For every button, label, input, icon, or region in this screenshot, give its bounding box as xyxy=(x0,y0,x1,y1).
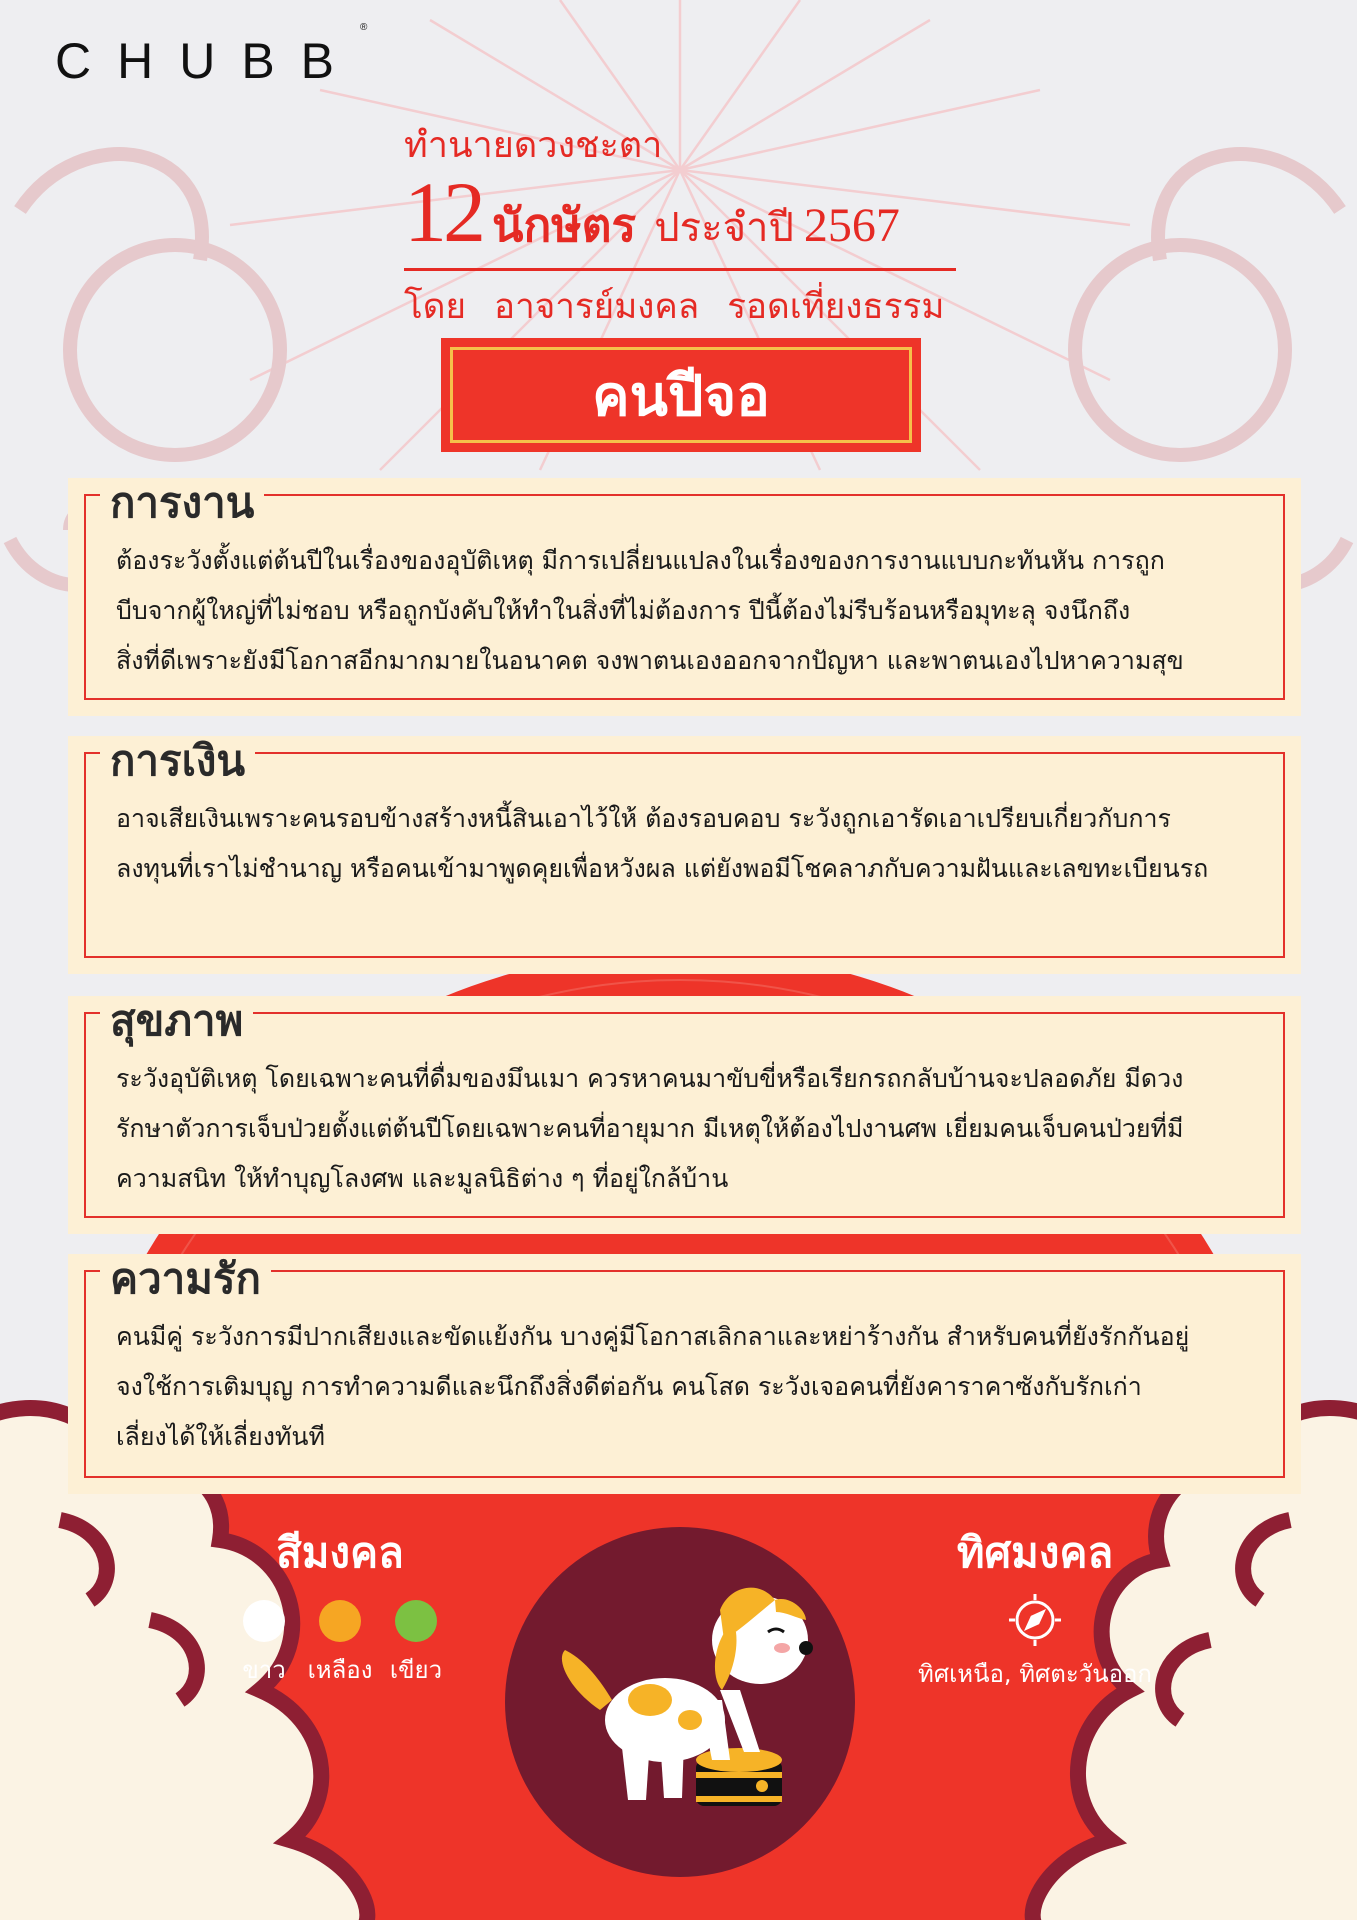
color-label: ขาว xyxy=(242,1656,286,1684)
section-body xyxy=(116,1054,1261,1204)
zodiac-title-banner xyxy=(441,338,921,452)
section-career xyxy=(68,478,1301,716)
section-health xyxy=(68,996,1301,1234)
section-title: สุขภาพ xyxy=(100,996,253,1046)
compass-icon-spacer xyxy=(1010,1598,1060,1648)
lucky-color-dots xyxy=(230,1600,450,1642)
page-header xyxy=(404,126,956,334)
header-author xyxy=(404,279,956,334)
header-number: 12 xyxy=(404,164,482,260)
color-dot-yellow xyxy=(319,1600,361,1642)
chubb-logo: CHUBB® xyxy=(55,22,368,89)
header-year: 2567 xyxy=(803,199,900,252)
lucky-color-title: สีมงคล xyxy=(276,1528,404,1577)
color-label: เขียว xyxy=(389,1656,443,1684)
zodiac-title: คนปีจอ xyxy=(450,347,912,443)
lucky-color-panel xyxy=(230,1528,450,1689)
color-dot-white xyxy=(243,1600,285,1642)
section-finance xyxy=(68,736,1301,974)
section-line: ระวังอุบัติเหตุ โดยเฉพาะคนที่ดื่มของมึนเมา ควรหาคนมาขับขี่หรือเรียกรถกลับบ้านจะปลอดภัย มีดวง xyxy=(116,1064,1184,1093)
section-title: ความรัก xyxy=(100,1254,271,1304)
section-line: เลี่ยงได้ให้เลี่ยงทันที xyxy=(116,1422,325,1451)
header-zodiac-word: นักษัตร xyxy=(492,198,637,252)
header-author-name: รอดเที่ยงธรรม xyxy=(727,287,945,327)
section-body xyxy=(116,794,1261,894)
section-line: จงใช้การเติมบุญ การทำความดีและนึกถึงสิ่งดีต่อกัน คนโสด ระวังเจอคนที่ยังคาราคาซังกับรักเก่า xyxy=(116,1372,1142,1401)
section-title: การงาน xyxy=(100,478,264,528)
header-year-label: ประจำปี xyxy=(654,205,794,251)
lucky-color-labels xyxy=(230,1650,450,1689)
lucky-direction-panel xyxy=(900,1528,1170,1693)
section-line: อาจเสียเงินเพราะคนรอบข้างสร้างหนี้สินเอาไว้ให้ ต้องรอบคอบ ระวังถูกเอารัดเอาเปรียบเกี่ยวกับการ xyxy=(116,804,1171,833)
header-subtitle: ทำนายดวงชะตา xyxy=(404,125,663,166)
section-body xyxy=(116,1312,1261,1462)
lucky-direction-title: ทิศมงคล xyxy=(956,1528,1114,1577)
section-line: ลงทุนที่เราไม่ชำนาญ หรือคนเข้ามาพูดคุยเพื่อหวังผล แต่ยังพอมีโชคลาภกับความฝันและเลขทะเบียนรถ xyxy=(116,854,1209,883)
section-line: สิ่งที่ดีเพราะยังมีโอกาสอีกมากมายในอนาคต จงพาตนเองออกจากปัญหา และพาตนเองไปหาความสุข xyxy=(116,646,1184,675)
section-line: บีบจากผู้ใหญ่ที่ไม่ชอบ หรือถูกบังคับให้ทำในสิ่งที่ไม่ต้องการ ปีนี้ต้องไม่รีบร้อนหรือมุทะลุ จงนึกถึง xyxy=(116,596,1131,625)
section-line: คนมีคู่ ระวังการมีปากเสียงและขัดแย้งกัน บางคู่มีโอกาสเลิกลาและหย่าร้างกัน สำหรับคนที่ยังรักกันอยู่ xyxy=(116,1322,1190,1351)
color-label: เหลือง xyxy=(307,1656,373,1684)
section-love xyxy=(68,1254,1301,1494)
header-divider xyxy=(404,268,956,271)
header-title xyxy=(404,164,956,262)
header-by: โดย xyxy=(404,287,467,327)
section-line: ต้องระวังตั้งแต่ต้นปีในเรื่องของอุบัติเหตุ มีการเปลี่ยนแปลงในเรื่องของการงานแบบกะทันหัน การถูก xyxy=(116,546,1165,575)
section-body xyxy=(116,536,1261,686)
section-line: รักษาตัวการเจ็บป่วยตั้งแต่ต้นปีโดยเฉพาะคนที่อายุมาก มีเหตุให้ต้องไปงานศพ เยี่ยมคนเจ็บคนป่วยที่มี xyxy=(116,1114,1184,1143)
color-dot-green xyxy=(395,1600,437,1642)
header-author-title: อาจารย์มงคล xyxy=(494,287,700,327)
lucky-direction-text: ทิศเหนือ, ทิศตะวันออก xyxy=(918,1660,1152,1688)
section-line: ความสนิท ให้ทำบุญโลงศพ และมูลนิธิต่าง ๆ ที่อยู่ใกล้บ้าน xyxy=(116,1164,729,1193)
section-title: การเงิน xyxy=(100,736,255,786)
